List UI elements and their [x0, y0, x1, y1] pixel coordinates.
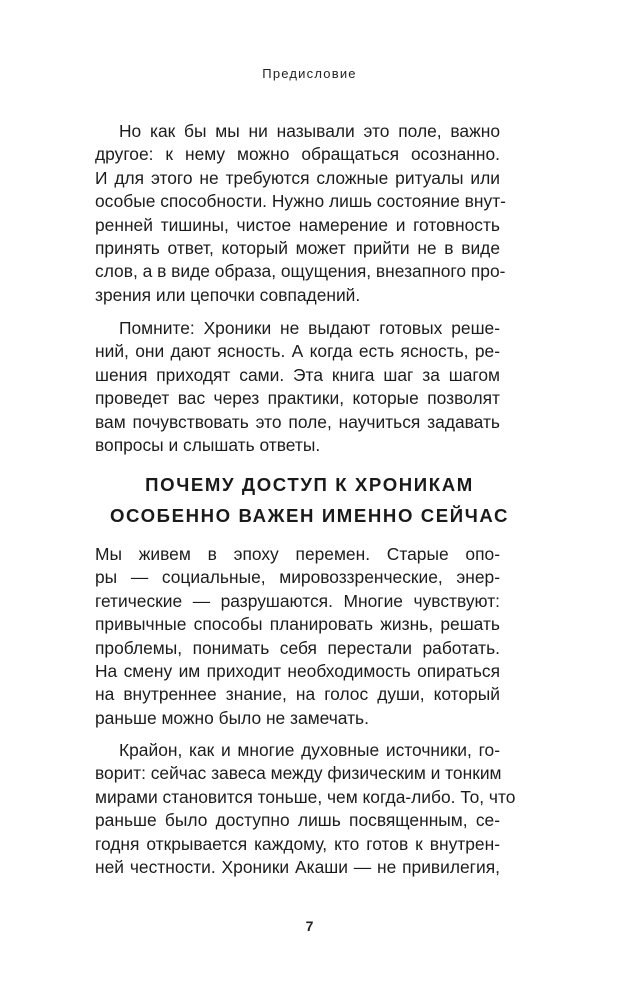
paragraph-line: привычные способы планировать жизнь, решать — [95, 614, 500, 635]
paragraph-line: проблемы, понимать себя перестали работать. — [95, 637, 500, 658]
paragraph-line: вам почувствовать это поле, научиться задавать — [95, 411, 500, 432]
paragraph-line: мирами становится тоньше, чем когда-либо. То, что — [95, 786, 516, 807]
paragraph-line: раньше было доступно лишь посвященным, се- — [95, 810, 500, 831]
paragraph-line: вопросы и слышать ответы. — [95, 434, 321, 455]
paragraph-line: проведет вас через практики, которые позволят — [95, 388, 500, 409]
paragraph-line: Крайон, как и многие духовные источники, го- — [119, 740, 500, 760]
paragraph-1 — [95, 120, 506, 307]
paragraph-line: особые способности. Нужно лишь состояние внут- — [95, 191, 506, 212]
paragraph-line: ры — социальные, мировоззренческие, энер- — [95, 567, 500, 588]
paragraph-line: зрения или цепочки совпадений. — [95, 284, 361, 305]
paragraph-line: ворит: сейчас завеса между физическим и тонким — [95, 763, 502, 784]
section-heading-line: ОСОБЕННО ВАЖЕН ИМЕННО СЕЙЧАС — [109, 504, 510, 526]
paragraph-line: Помните: Хроники не выдают готовых реше- — [119, 318, 500, 338]
running-head: Предисловие — [262, 66, 357, 81]
paragraph-line: гетические — разрушаются. Многие чувствуют: — [95, 590, 500, 611]
paragraph-line: другое: к нему можно обращаться осознанно. — [95, 144, 500, 165]
paragraph-line: И для этого не требуются сложные ритуалы или — [95, 167, 500, 188]
paragraph-line: Мы живем в эпоху перемен. Старые опо- — [95, 544, 500, 564]
paragraph-line: слов, а в виде образа, ощущения, внезапного про- — [95, 261, 506, 282]
paragraph-line: принять ответ, который может прийти не в виде — [95, 237, 500, 258]
paragraph-line: шения приходят сами. Эта книга шаг за шагом — [95, 364, 500, 385]
section-heading-line: ПОЧЕМУ ДОСТУП К ХРОНИКАМ — [145, 474, 474, 495]
paragraph-line: Но как бы мы ни называли это поле, важно — [119, 121, 500, 141]
paragraph-line: ренней тишины, чистое намерение и готовность — [95, 214, 500, 235]
paragraph-line: раньше можно было не замечать. — [95, 707, 369, 728]
paragraph-3 — [95, 543, 500, 730]
paragraph-line: ней честности. Хроники Акаши — не привилегия, — [95, 856, 500, 877]
paragraph-4 — [95, 739, 516, 879]
paragraph-line: На смену им приходит необходимость опираться — [95, 660, 500, 681]
paragraph-line: ний, они дают ясность. А когда есть ясность, ре- — [95, 341, 500, 362]
paragraph-line: годня открывается каждому, кто готов к внутрен- — [95, 833, 500, 854]
paragraph-2 — [95, 317, 500, 457]
paragraph-line: на внутреннее знание, на голос души, который — [95, 684, 500, 705]
section-heading — [0, 470, 619, 531]
page-number: 7 — [305, 918, 314, 934]
